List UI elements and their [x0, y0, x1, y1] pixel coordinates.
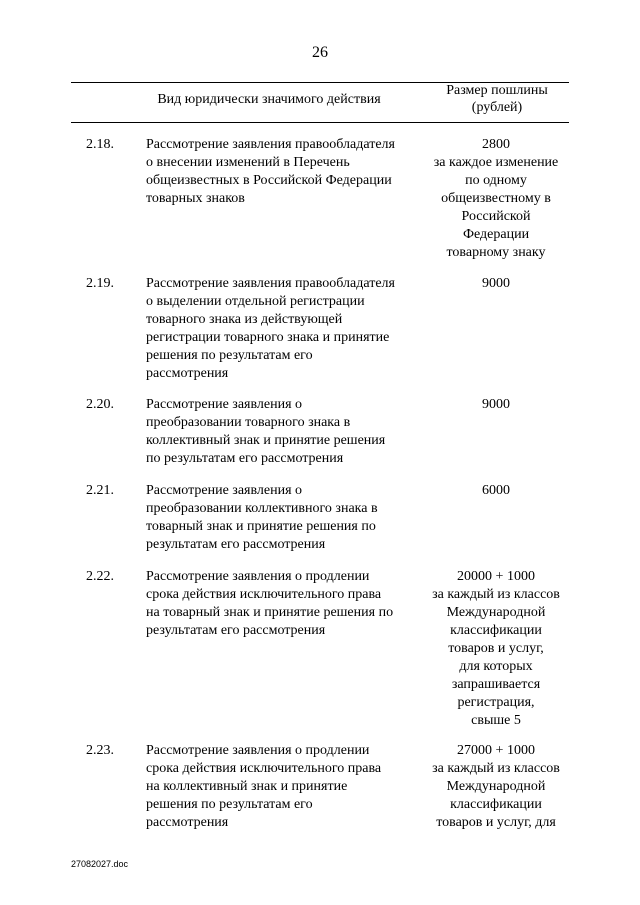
- row-number: 2.18.: [86, 137, 114, 152]
- row-description: Рассмотрение заявления правообладателя о выделении отдельной регистрации товарного знака из действующей регистрации товарного знака и принятие решения по результатам его рассмотрения: [146, 276, 395, 381]
- row-number: 2.19.: [86, 276, 114, 291]
- column-header-action: Вид юридически значимого действия: [157, 92, 381, 107]
- row-fee: 9000: [482, 276, 510, 291]
- document-filename: 27082027.doc: [71, 859, 129, 869]
- row-description: Рассмотрение заявления о продлении срока действия исключительного права на товарный знак и принятие решения по результатам его рассмотрения: [146, 569, 394, 638]
- row-description: Рассмотрение заявления правообладателя о внесении изменений в Перечень общеизвестных в Российской Федерации товарных знаков: [146, 137, 395, 206]
- row-number: 2.22.: [86, 569, 114, 584]
- row-description: Рассмотрение заявления о преобразовании коллективного знака в товарный знак и принятие решения по результатам его рассмотрения: [146, 483, 378, 552]
- row-number: 2.23.: [86, 743, 114, 758]
- row-description: Рассмотрение заявления о преобразовании товарного знака в коллективный знак и принятие решения по результатам его рассмотрения: [146, 397, 386, 466]
- row-fee: 2800 за каждое изменение по одному общеизвестному в Российской Федерации товарному знаку: [433, 137, 559, 260]
- row-fee: 9000: [482, 397, 510, 412]
- table-header-rule: [71, 122, 569, 123]
- row-description: Рассмотрение заявления о продлении срока действия исключительного права на коллективный знак и принятие решения по результатам его рассмотрения: [146, 743, 382, 830]
- row-fee: 6000: [482, 483, 510, 498]
- row-number: 2.20.: [86, 397, 114, 412]
- row-fee: 20000 + 1000 за каждый из классов Международной классификации товаров и услуг, для которых запрашивается регистрация, свыше 5: [432, 569, 560, 728]
- row-number: 2.21.: [86, 483, 114, 498]
- column-header-fee: Размер пошлины (рублей): [446, 83, 548, 115]
- page-number: 26: [312, 44, 328, 61]
- row-fee: 27000 + 1000 за каждый из классов Международной классификации товаров и услуг, для: [432, 743, 560, 830]
